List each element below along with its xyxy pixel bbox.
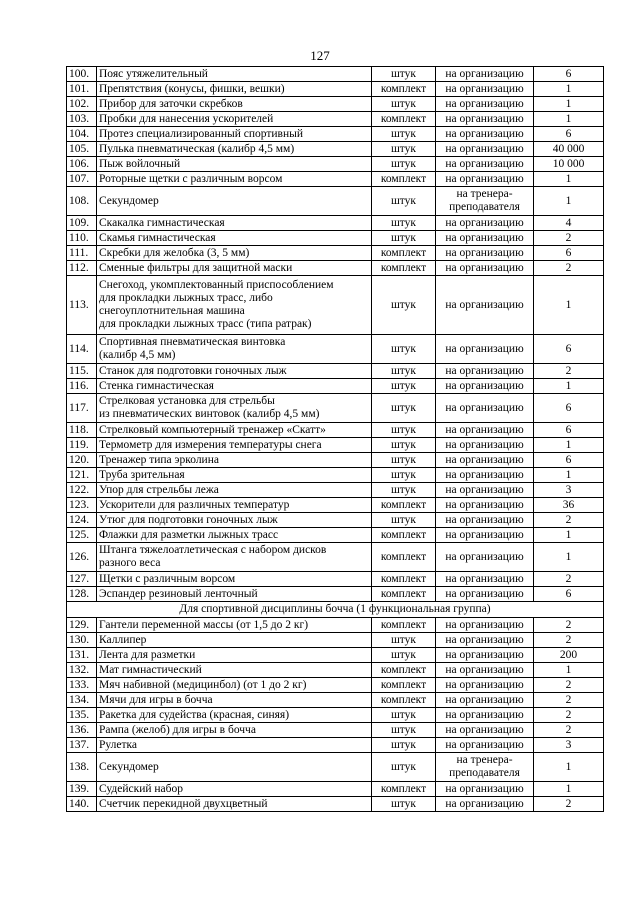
item-name: Секундомер <box>97 187 372 216</box>
table-row <box>67 528 604 543</box>
unit-of-measure: штук <box>372 633 436 648</box>
calculation-basis: на организацию <box>436 708 534 723</box>
quantity: 10 000 <box>534 157 604 172</box>
calculation-basis: на тренера- преподавателя <box>436 753 534 782</box>
quantity: 2 <box>534 693 604 708</box>
unit-of-measure: штук <box>372 335 436 364</box>
calculation-basis: на организацию <box>436 172 534 187</box>
quantity: 1 <box>534 753 604 782</box>
row-number: 138. <box>67 753 97 782</box>
quantity: 3 <box>534 738 604 753</box>
calculation-basis: на организацию <box>436 142 534 157</box>
item-name: Термометр для измерения температуры снега <box>97 438 372 453</box>
calculation-basis: на организацию <box>436 572 534 587</box>
calculation-basis: на организацию <box>436 587 534 602</box>
table-row <box>67 663 604 678</box>
row-number: 120. <box>67 453 97 468</box>
item-name: Счетчик перекидной двухцветный <box>97 797 372 812</box>
table-row <box>67 423 604 438</box>
item-name: Утюг для подготовки гоночных лыж <box>97 513 372 528</box>
unit-of-measure: штук <box>372 438 436 453</box>
row-number: 113. <box>67 276 97 335</box>
row-number: 107. <box>67 172 97 187</box>
row-number: 118. <box>67 423 97 438</box>
table-row <box>67 112 604 127</box>
table-row <box>67 468 604 483</box>
quantity: 1 <box>534 276 604 335</box>
row-number: 122. <box>67 483 97 498</box>
calculation-basis: на организацию <box>436 663 534 678</box>
unit-of-measure: комплект <box>372 261 436 276</box>
quantity: 1 <box>534 782 604 797</box>
unit-of-measure: штук <box>372 142 436 157</box>
calculation-basis: на организацию <box>436 797 534 812</box>
row-number: 129. <box>67 618 97 633</box>
calculation-basis: на организацию <box>436 157 534 172</box>
table-row <box>67 648 604 663</box>
page-number: 127 <box>310 48 330 63</box>
calculation-basis: на организацию <box>436 261 534 276</box>
item-name: Щетки с различным ворсом <box>97 572 372 587</box>
row-number: 112. <box>67 261 97 276</box>
table-row <box>67 379 604 394</box>
row-number: 119. <box>67 438 97 453</box>
table-row <box>67 261 604 276</box>
item-name: Спортивная пневматическая винтовка (калибр 4,5 мм) <box>97 335 372 364</box>
table-row <box>67 97 604 112</box>
row-number: 123. <box>67 498 97 513</box>
row-number: 108. <box>67 187 97 216</box>
section-row <box>67 602 604 618</box>
unit-of-measure: штук <box>372 127 436 142</box>
quantity: 1 <box>534 112 604 127</box>
calculation-basis: на организацию <box>436 483 534 498</box>
calculation-basis: на организацию <box>436 543 534 572</box>
unit-of-measure: штук <box>372 513 436 528</box>
quantity: 2 <box>534 364 604 379</box>
row-number: 124. <box>67 513 97 528</box>
calculation-basis: на организацию <box>436 498 534 513</box>
quantity: 6 <box>534 453 604 468</box>
table-row <box>67 82 604 97</box>
item-name: Флажки для разметки лыжных трасс <box>97 528 372 543</box>
table-row <box>67 753 604 782</box>
quantity: 40 000 <box>534 142 604 157</box>
table-row <box>67 587 604 602</box>
item-name: Гантели переменной массы (от 1,5 до 2 кг) <box>97 618 372 633</box>
quantity: 6 <box>534 246 604 261</box>
quantity: 2 <box>534 618 604 633</box>
item-name: Секундомер <box>97 753 372 782</box>
unit-of-measure: комплект <box>372 246 436 261</box>
quantity: 1 <box>534 468 604 483</box>
quantity: 1 <box>534 172 604 187</box>
quantity: 4 <box>534 216 604 231</box>
row-number: 104. <box>67 127 97 142</box>
calculation-basis: на организацию <box>436 468 534 483</box>
quantity: 2 <box>534 723 604 738</box>
quantity: 1 <box>534 379 604 394</box>
unit-of-measure: штук <box>372 797 436 812</box>
table-row <box>67 782 604 797</box>
item-name: Мяч набивной (медицинбол) (от 1 до 2 кг) <box>97 678 372 693</box>
unit-of-measure: штук <box>372 453 436 468</box>
table-row <box>67 543 604 572</box>
quantity: 2 <box>534 678 604 693</box>
item-name: Протез специализированный спортивный <box>97 127 372 142</box>
table-row <box>67 723 604 738</box>
row-number: 140. <box>67 797 97 812</box>
unit-of-measure: комплект <box>372 82 436 97</box>
row-number: 111. <box>67 246 97 261</box>
item-name: Прибор для заточки скребков <box>97 97 372 112</box>
row-number: 125. <box>67 528 97 543</box>
table-row <box>67 67 604 82</box>
table-row <box>67 187 604 216</box>
unit-of-measure: комплект <box>372 572 436 587</box>
row-number: 137. <box>67 738 97 753</box>
calculation-basis: на организацию <box>436 97 534 112</box>
unit-of-measure: штук <box>372 276 436 335</box>
calculation-basis: на организацию <box>436 782 534 797</box>
equipment-table <box>66 66 604 812</box>
quantity: 6 <box>534 394 604 423</box>
table-row <box>67 572 604 587</box>
item-name: Стрелковый компьютерный тренажер «Скатт» <box>97 423 372 438</box>
quantity: 3 <box>534 483 604 498</box>
unit-of-measure: штук <box>372 738 436 753</box>
row-number: 134. <box>67 693 97 708</box>
quantity: 1 <box>534 438 604 453</box>
table-row <box>67 394 604 423</box>
table-row <box>67 157 604 172</box>
section-title: Для спортивной дисциплины бочча (1 функциональная группа) <box>67 602 604 618</box>
item-name: Тренажер типа эрколина <box>97 453 372 468</box>
calculation-basis: на организацию <box>436 723 534 738</box>
row-number: 105. <box>67 142 97 157</box>
table-row <box>67 246 604 261</box>
row-number: 130. <box>67 633 97 648</box>
row-number: 127. <box>67 572 97 587</box>
row-number: 128. <box>67 587 97 602</box>
quantity: 2 <box>534 633 604 648</box>
quantity: 1 <box>534 97 604 112</box>
unit-of-measure: штук <box>372 187 436 216</box>
calculation-basis: на организацию <box>436 423 534 438</box>
unit-of-measure: штук <box>372 483 436 498</box>
row-number: 136. <box>67 723 97 738</box>
row-number: 106. <box>67 157 97 172</box>
item-name: Пулька пневматическая (калибр 4,5 мм) <box>97 142 372 157</box>
quantity: 2 <box>534 513 604 528</box>
item-name: Сменные фильтры для защитной маски <box>97 261 372 276</box>
unit-of-measure: комплект <box>372 172 436 187</box>
item-name: Скамья гимнастическая <box>97 231 372 246</box>
calculation-basis: на организацию <box>436 678 534 693</box>
unit-of-measure: штук <box>372 67 436 82</box>
row-number: 131. <box>67 648 97 663</box>
unit-of-measure: штук <box>372 423 436 438</box>
item-name: Стрелковая установка для стрельбы из пневматических винтовок (калибр 4,5 мм) <box>97 394 372 423</box>
calculation-basis: на организацию <box>436 335 534 364</box>
calculation-basis: на организацию <box>436 379 534 394</box>
table-row <box>67 231 604 246</box>
unit-of-measure: комплект <box>372 543 436 572</box>
table-row <box>67 618 604 633</box>
quantity: 6 <box>534 67 604 82</box>
table-row <box>67 738 604 753</box>
row-number: 139. <box>67 782 97 797</box>
item-name: Пыж войлочный <box>97 157 372 172</box>
row-number: 135. <box>67 708 97 723</box>
unit-of-measure: штук <box>372 379 436 394</box>
unit-of-measure: комплект <box>372 112 436 127</box>
table-row <box>67 797 604 812</box>
calculation-basis: на организацию <box>436 82 534 97</box>
table-row <box>67 498 604 513</box>
calculation-basis: на организацию <box>436 112 534 127</box>
table-row <box>67 633 604 648</box>
unit-of-measure: штук <box>372 157 436 172</box>
calculation-basis: на организацию <box>436 633 534 648</box>
unit-of-measure: комплект <box>372 663 436 678</box>
item-name: Ракетка для судейства (красная, синяя) <box>97 708 372 723</box>
table-row <box>67 708 604 723</box>
calculation-basis: на организацию <box>436 513 534 528</box>
table-row <box>67 513 604 528</box>
item-name: Ускорители для различных температур <box>97 498 372 513</box>
calculation-basis: на организацию <box>436 276 534 335</box>
row-number: 121. <box>67 468 97 483</box>
row-number: 103. <box>67 112 97 127</box>
table-row <box>67 364 604 379</box>
quantity: 1 <box>534 528 604 543</box>
calculation-basis: на организацию <box>436 364 534 379</box>
calculation-basis: на организацию <box>436 127 534 142</box>
unit-of-measure: комплект <box>372 528 436 543</box>
row-number: 101. <box>67 82 97 97</box>
unit-of-measure: комплект <box>372 498 436 513</box>
item-name: Пробки для нанесения ускорителей <box>97 112 372 127</box>
table-row <box>67 335 604 364</box>
calculation-basis: на организацию <box>436 453 534 468</box>
quantity: 6 <box>534 587 604 602</box>
quantity: 1 <box>534 663 604 678</box>
table-row <box>67 142 604 157</box>
table-row <box>67 483 604 498</box>
calculation-basis: на организацию <box>436 618 534 633</box>
row-number: 117. <box>67 394 97 423</box>
calculation-basis: на организацию <box>436 438 534 453</box>
unit-of-measure: штук <box>372 394 436 423</box>
item-name: Снегоход, укомплектованный приспособлением для прокладки лыжных трасс, либо снегоуплотнительная машина для прокладки лыжных трасс (типа ратрак) <box>97 276 372 335</box>
quantity: 2 <box>534 572 604 587</box>
unit-of-measure: штук <box>372 753 436 782</box>
item-name: Упор для стрельбы лежа <box>97 483 372 498</box>
table-row <box>67 693 604 708</box>
unit-of-measure: штук <box>372 216 436 231</box>
item-name: Судейский набор <box>97 782 372 797</box>
item-name: Скребки для желобка (3, 5 мм) <box>97 246 372 261</box>
calculation-basis: на организацию <box>436 246 534 261</box>
unit-of-measure: комплект <box>372 618 436 633</box>
quantity: 36 <box>534 498 604 513</box>
unit-of-measure: комплект <box>372 587 436 602</box>
quantity: 2 <box>534 708 604 723</box>
unit-of-measure: штук <box>372 364 436 379</box>
quantity: 6 <box>534 127 604 142</box>
table-row <box>67 453 604 468</box>
row-number: 109. <box>67 216 97 231</box>
calculation-basis: на организацию <box>436 528 534 543</box>
equipment-table-body <box>67 67 604 812</box>
calculation-basis: на организацию <box>436 394 534 423</box>
unit-of-measure: штук <box>372 648 436 663</box>
calculation-basis: на организацию <box>436 231 534 246</box>
unit-of-measure: штук <box>372 468 436 483</box>
item-name: Скакалка гимнастическая <box>97 216 372 231</box>
row-number: 100. <box>67 67 97 82</box>
table-row <box>67 127 604 142</box>
calculation-basis: на организацию <box>436 67 534 82</box>
unit-of-measure: комплект <box>372 678 436 693</box>
quantity: 1 <box>534 82 604 97</box>
row-number: 116. <box>67 379 97 394</box>
calculation-basis: на организацию <box>436 693 534 708</box>
calculation-basis: на организацию <box>436 648 534 663</box>
item-name: Пояс утяжелительный <box>97 67 372 82</box>
row-number: 102. <box>67 97 97 112</box>
quantity: 2 <box>534 261 604 276</box>
item-name: Каллипер <box>97 633 372 648</box>
table-row <box>67 172 604 187</box>
item-name: Рампа (желоб) для игры в бочча <box>97 723 372 738</box>
row-number: 115. <box>67 364 97 379</box>
row-number: 132. <box>67 663 97 678</box>
quantity: 6 <box>534 335 604 364</box>
row-number: 126. <box>67 543 97 572</box>
row-number: 110. <box>67 231 97 246</box>
item-name: Рулетка <box>97 738 372 753</box>
quantity: 1 <box>534 187 604 216</box>
row-number: 133. <box>67 678 97 693</box>
item-name: Мячи для игры в бочча <box>97 693 372 708</box>
item-name: Эспандер резиновый ленточный <box>97 587 372 602</box>
calculation-basis: на организацию <box>436 216 534 231</box>
table-row <box>67 216 604 231</box>
item-name: Мат гимнастический <box>97 663 372 678</box>
item-name: Станок для подготовки гоночных лыж <box>97 364 372 379</box>
item-name: Препятствия (конусы, фишки, вешки) <box>97 82 372 97</box>
quantity: 1 <box>534 543 604 572</box>
table-row <box>67 438 604 453</box>
table-row <box>67 678 604 693</box>
row-number: 114. <box>67 335 97 364</box>
calculation-basis: на тренера- преподавателя <box>436 187 534 216</box>
quantity: 2 <box>534 797 604 812</box>
unit-of-measure: штук <box>372 231 436 246</box>
quantity: 200 <box>534 648 604 663</box>
quantity: 2 <box>534 231 604 246</box>
unit-of-measure: штук <box>372 708 436 723</box>
item-name: Штанга тяжелоатлетическая с набором дисков разного веса <box>97 543 372 572</box>
item-name: Труба зрительная <box>97 468 372 483</box>
item-name: Лента для разметки <box>97 648 372 663</box>
unit-of-measure: штук <box>372 723 436 738</box>
calculation-basis: на организацию <box>436 738 534 753</box>
unit-of-measure: комплект <box>372 693 436 708</box>
item-name: Роторные щетки с различным ворсом <box>97 172 372 187</box>
unit-of-measure: комплект <box>372 782 436 797</box>
table-row <box>67 276 604 335</box>
unit-of-measure: штук <box>372 97 436 112</box>
item-name: Стенка гимнастическая <box>97 379 372 394</box>
quantity: 6 <box>534 423 604 438</box>
